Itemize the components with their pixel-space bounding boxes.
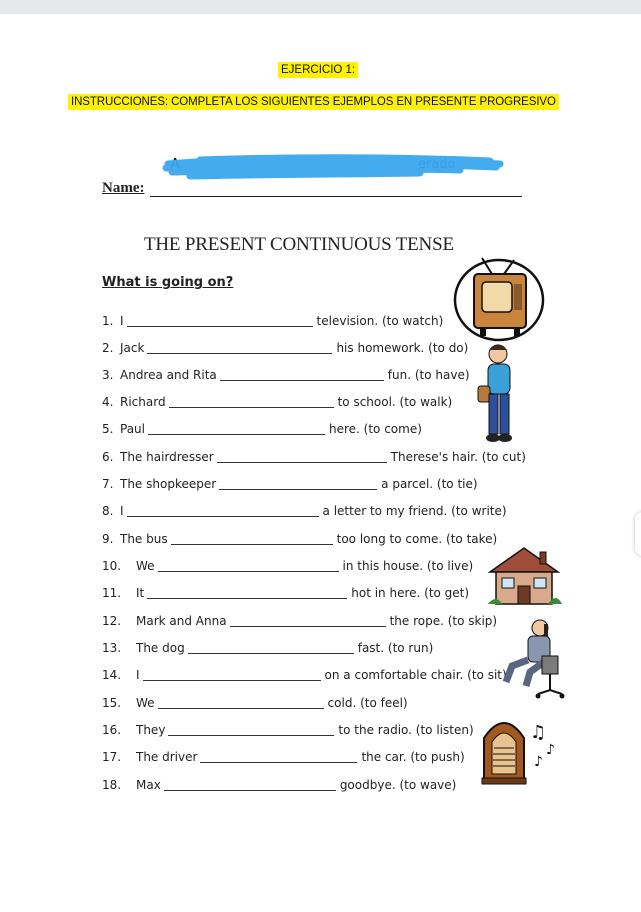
item-number: 1. xyxy=(102,314,114,328)
exercise-item xyxy=(102,502,507,520)
item-subject: Jack xyxy=(120,341,145,355)
answer-blank[interactable] xyxy=(143,666,321,681)
answer-blank[interactable] xyxy=(147,584,347,599)
item-rest: too long to come. (to take) xyxy=(336,532,498,546)
item-rest: fast. (to run) xyxy=(357,641,434,655)
exercise-item xyxy=(102,639,433,657)
answer-blank[interactable] xyxy=(217,448,387,463)
answer-blank[interactable] xyxy=(127,502,319,517)
name-label: Name: xyxy=(102,180,145,196)
item-rest: fun. (to have) xyxy=(387,368,470,382)
item-number: 16. xyxy=(102,723,122,737)
item-rest: on a comfortable chair. (to sit) xyxy=(324,668,507,682)
item-rest: hot in here. (to get) xyxy=(351,586,470,600)
item-subject: The bus xyxy=(120,532,168,546)
exercise-item xyxy=(102,584,469,602)
item-rest: cold. (to feel) xyxy=(327,696,408,710)
boy-icon xyxy=(474,342,518,444)
item-subject: We xyxy=(136,696,155,710)
svg-text:♪: ♪ xyxy=(546,742,555,758)
item-rest: Therese's hair. (to cut) xyxy=(390,450,526,464)
worksheet-title: THE PRESENT CONTINUOUS TENSE xyxy=(144,234,454,255)
item-rest: a parcel. (to tie) xyxy=(381,477,478,491)
item-number: 3. xyxy=(102,368,114,382)
item-subject: Richard xyxy=(120,395,166,409)
exercise-title: EJERCICIO 1: xyxy=(278,62,358,78)
item-subject: It xyxy=(136,586,145,600)
svg-text:♪: ♪ xyxy=(534,754,543,768)
svg-text:♫: ♫ xyxy=(530,722,547,743)
answer-blank[interactable] xyxy=(158,694,324,709)
item-rest: here. (to come) xyxy=(329,422,422,436)
exercise-item xyxy=(102,694,408,712)
item-subject: Paul xyxy=(120,422,145,436)
name-field-line[interactable] xyxy=(150,196,522,197)
answer-blank[interactable] xyxy=(219,475,377,490)
redaction-scribble xyxy=(160,152,505,182)
item-number: 18. xyxy=(102,778,122,792)
exercise-item xyxy=(102,666,507,684)
radio-icon xyxy=(480,714,528,786)
item-rest: goodbye. (to wave) xyxy=(339,778,457,792)
item-rest: the car. (to push) xyxy=(361,750,465,764)
exercise-item xyxy=(102,448,526,466)
item-number: 11. xyxy=(102,586,122,600)
tv-icon xyxy=(452,254,547,344)
answer-blank[interactable] xyxy=(230,612,386,627)
music-notes-icon xyxy=(528,720,564,768)
exercise-item xyxy=(102,366,470,384)
item-number: 6. xyxy=(102,450,114,464)
instructions-text: INSTRUCCIONES: COMPLETA LOS SIGUIENTES EJEMPLOS EN PRESENTE PROGRESIVO xyxy=(68,94,559,110)
item-number: 9. xyxy=(102,532,114,546)
item-number: 13. xyxy=(102,641,122,655)
exercise-item xyxy=(102,420,422,438)
item-subject: The hairdresser xyxy=(120,450,214,464)
item-subject: The shopkeeper xyxy=(120,477,217,491)
item-number: 8. xyxy=(102,504,114,518)
exercise-item xyxy=(102,339,468,357)
item-subject: Max xyxy=(136,778,161,792)
item-number: 2. xyxy=(102,341,114,355)
item-number: 12. xyxy=(102,614,122,628)
item-subject: I xyxy=(120,314,124,328)
item-subject: We xyxy=(136,559,155,573)
item-subject: The dog xyxy=(136,641,185,655)
exercise-item xyxy=(102,530,497,548)
exercise-item xyxy=(102,721,474,739)
exercise-item xyxy=(102,393,452,411)
exercise-item xyxy=(102,612,497,630)
answer-blank[interactable] xyxy=(169,393,334,408)
item-subject: They xyxy=(136,723,166,737)
answer-blank[interactable] xyxy=(164,776,336,791)
item-subject: The driver xyxy=(136,750,198,764)
answer-blank[interactable] xyxy=(220,366,384,381)
item-subject: I xyxy=(120,504,124,518)
item-subject: Andrea and Rita xyxy=(120,368,217,382)
item-subject: I xyxy=(136,668,140,682)
item-rest: to school. (to walk) xyxy=(337,395,453,409)
item-rest: his homework. (to do) xyxy=(336,341,469,355)
man-on-phone-icon xyxy=(500,616,566,700)
answer-blank[interactable] xyxy=(158,557,339,572)
exercise-item xyxy=(102,312,443,330)
item-number: 10. xyxy=(102,559,122,573)
exercise-item xyxy=(102,776,456,794)
answer-blank[interactable] xyxy=(188,639,354,654)
answer-blank[interactable] xyxy=(147,339,332,354)
exercise-item xyxy=(102,748,465,766)
item-rest: a letter to my friend. (to write) xyxy=(322,504,507,518)
exercise-item xyxy=(102,557,473,575)
viewer-top-bar xyxy=(0,0,641,14)
item-rest: the rope. (to skip) xyxy=(389,614,498,628)
item-number: 17. xyxy=(102,750,122,764)
worksheet-subtitle: What is going on? xyxy=(102,275,234,290)
item-number: 7. xyxy=(102,477,114,491)
page-edge-handle[interactable] xyxy=(635,512,641,556)
exercise-item xyxy=(102,475,478,493)
item-rest: television. (to watch) xyxy=(316,314,444,328)
answer-blank[interactable] xyxy=(127,312,313,327)
item-number: 4. xyxy=(102,395,114,409)
item-rest: to the radio. (to listen) xyxy=(338,723,474,737)
item-number: 14. xyxy=(102,668,122,682)
answer-blank[interactable] xyxy=(168,721,334,736)
item-number: 5. xyxy=(102,422,114,436)
item-subject: Mark and Anna xyxy=(136,614,227,628)
svg-text:erado: erado xyxy=(418,157,456,172)
house-icon xyxy=(486,544,562,608)
item-number: 15. xyxy=(102,696,122,710)
answer-blank[interactable] xyxy=(171,530,333,545)
answer-blank[interactable] xyxy=(148,420,325,435)
answer-blank[interactable] xyxy=(200,748,357,763)
svg-text:A: A xyxy=(170,155,181,173)
item-rest: in this house. (to live) xyxy=(342,559,474,573)
